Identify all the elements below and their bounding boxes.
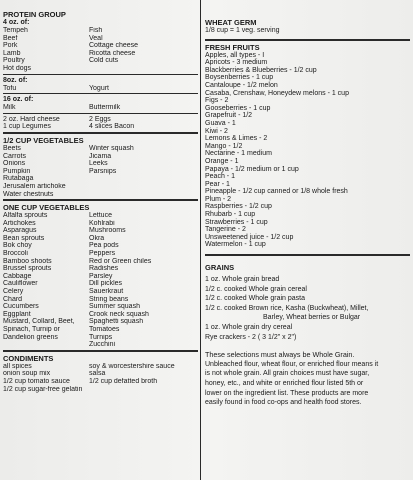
whole-grain-note — [205, 350, 410, 408]
list-item: Plum - 2 — [205, 195, 232, 203]
note-line: easily found in food co-ops and health food stores. — [205, 399, 362, 407]
list-item: Alfalfa sprouts Lettuce — [3, 212, 112, 220]
list-item: Strawberries - 1 cup — [205, 218, 268, 226]
condiments-title: CONDIMENTS — [3, 353, 54, 363]
list-item: Unsweetened juice - 1/2 cup — [205, 233, 294, 241]
list-item: Barley, Wheat berries or Bulgar — [263, 314, 361, 322]
divider — [3, 113, 198, 114]
grains-title: GRAINS — [205, 263, 235, 273]
protein-8oz-label: 8oz. of: — [3, 76, 28, 84]
left-column — [3, 0, 198, 393]
section-divider — [3, 132, 198, 134]
list-item: 1/2 cup tomato sauce 1/2 cup defatted broth — [3, 377, 158, 385]
list-item: Bean sprouts Okra — [3, 234, 105, 242]
list-item: Apples, all types - I — [205, 51, 265, 59]
list-item: Rhubarb - 1 cup — [205, 211, 256, 219]
section-divider — [205, 39, 410, 41]
list-item: Mango - 1/2 — [205, 142, 243, 150]
one-cup-vegetables-list — [3, 212, 198, 349]
note-line: These selections must always be Whole Grain. — [205, 350, 355, 360]
list-item: 1/2 cup sugar-free gelatin — [3, 385, 83, 393]
list-item: Poultry Cold cuts — [3, 57, 119, 65]
section-divider — [3, 199, 198, 201]
list-item: Cucumbers Summer squash — [3, 303, 140, 311]
list-item: Papaya - 1/2 medium or 1 cup — [205, 165, 299, 173]
list-item: Spinach, Turnip or Tomatoes — [3, 326, 120, 333]
list-item: Tempeh Fish — [3, 27, 103, 34]
list-item: Zucchini — [89, 341, 116, 349]
list-item: Chard String beans — [3, 295, 129, 303]
section-divider — [205, 254, 410, 256]
note-line: lower on the ingredient list. These products are more — [205, 389, 369, 397]
wheat-germ-title: WHEAT GERM — [205, 18, 257, 27]
list-item: Dandelion greens Turnips — [3, 333, 113, 341]
list-item: Artichokes Kohlrabi — [3, 219, 115, 227]
list-item: 1 oz. Whole grain bread — [205, 276, 280, 284]
list-item: Hot dogs — [3, 64, 32, 72]
list-item: Pumpkin Parsnips — [3, 167, 117, 175]
half-cup-vegetables-title: 1/2 CUP VEGETABLES — [3, 135, 84, 145]
list-item: 1/2 c. cooked Whole grain pasta — [205, 295, 306, 303]
list-item: Jerusalem artichoke — [3, 182, 66, 190]
note-line: is not whole grain. All grain choices must have sugar, — [205, 370, 370, 378]
list-item: Blackberries & Blueberries - 1/2 cup — [205, 66, 317, 74]
right-column — [205, 0, 410, 408]
list-item: Pork Cottage cheese — [3, 42, 139, 50]
list-item: Peach - 1 — [205, 173, 235, 181]
list-item: Milk Buttermilk — [3, 104, 121, 112]
one-cup-vegetables-title: ONE CUP VEGETABLES — [3, 203, 90, 213]
list-item: Bamboo shoots Red or Green chiles — [3, 257, 152, 265]
column-divider — [200, 0, 201, 480]
list-item: Bok choy Pea pods — [3, 242, 119, 250]
list-item: Water chestnuts — [3, 190, 54, 198]
list-item: Pear - 1 — [205, 180, 230, 188]
protein-group-title: PROTEIN GROUP — [3, 10, 66, 19]
list-item: Guava - 1 — [205, 119, 236, 127]
divider — [3, 93, 198, 94]
list-item: Watermelon - 1 cup — [205, 241, 266, 249]
section-divider — [3, 350, 198, 352]
fresh-fruits-title: FRESH FRUITS — [205, 42, 260, 52]
list-item: 1/2 c. cooked Brown rice, Kasha (Buckwheat), Millet, — [205, 304, 369, 312]
list-item: Beef Veal — [3, 34, 103, 42]
list-item: 2 oz. Hard cheese 2 Eggs — [3, 115, 111, 123]
list-item: onion soup mix salsa — [3, 370, 106, 378]
list-item: Lamb Ricotta cheese — [3, 49, 136, 57]
list-item: Celery Sauerkraut — [3, 288, 124, 296]
list-item: 1/2 c. cooked Whole grain cereal — [205, 285, 307, 293]
wheat-germ-serving: 1/8 cup = 1 veg. serving — [205, 27, 280, 34]
list-item: Tangerine - 2 — [205, 226, 246, 234]
list-item: Onions Leeks — [3, 160, 108, 168]
list-item: Tofu Yogurt — [3, 84, 109, 92]
list-item: Nectarine - 1 medium — [205, 150, 272, 158]
list-item: 1 cup Legumes 4 slices Bacon — [3, 123, 135, 131]
list-item: Apricots - 3 medium — [205, 59, 268, 67]
list-item: Rutabaga — [3, 175, 34, 183]
list-item: Casaba, Crenshaw, Honeydew melons - 1 cup — [205, 89, 349, 97]
protein-4oz-label: 4 oz. of: — [3, 19, 30, 26]
list-item: Figs - 2 — [205, 97, 229, 105]
list-item: Gooseberries - 1 cup — [205, 104, 271, 112]
list-item: Orange - 1 — [205, 157, 239, 165]
list-item: Broccoli Peppers — [3, 250, 116, 258]
note-line: honey, etc., and white or enriched flour listed 5th or — [205, 379, 364, 387]
list-item: Brussel sprouts Radishes — [3, 265, 119, 273]
list-item: 1 oz. Whole grain dry cereal — [205, 324, 293, 331]
list-item: Carrots Jicama — [3, 152, 112, 160]
list-item: Cauliflower Dill pickles — [3, 280, 123, 288]
list-item: Cantaloupe - 1/2 melon — [205, 81, 278, 89]
list-item: Kiwi - 2 — [205, 127, 228, 135]
list-item: Boysenberries - 1 cup — [205, 74, 274, 82]
list-item: Asparagus Mushrooms — [3, 227, 126, 235]
fresh-fruits-list — [205, 52, 410, 249]
list-item: all spices soy & worcestershire sauce — [3, 362, 175, 370]
list-item: Rye crackers - 2 ( 3 1/2" x 2") — [205, 333, 297, 341]
note-line: Unbleached flour, wheat flour, or enriched flour means it — [205, 360, 379, 368]
list-item: Grapefruit - 1/2 — [205, 112, 253, 120]
condiments-list — [3, 363, 198, 393]
protein-16oz-label: 16 oz. of: — [3, 96, 34, 104]
list-item: Cabbage Parsley — [3, 272, 113, 280]
list-item: Lemons & Limes - 2 — [205, 135, 268, 143]
list-item: Raspberries - 1/2 cup — [205, 203, 272, 211]
half-cup-vegetables-list — [3, 145, 198, 198]
protein-4oz-list — [3, 27, 198, 73]
list-item: Mustard, Collard, Beet, Spaghetti squash — [3, 318, 144, 326]
grains-list — [205, 275, 410, 342]
divider — [3, 74, 198, 75]
list-item: Pineapple - 1/2 cup canned or 1/8 whole fresh — [205, 188, 348, 196]
list-item: Beets Winter squash — [3, 144, 134, 152]
list-item: Eggplant Crook neck squash — [3, 310, 149, 318]
